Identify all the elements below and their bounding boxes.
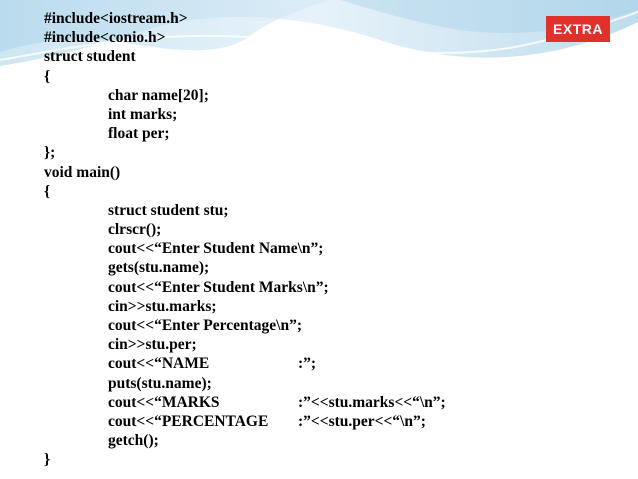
- code-line-text: {: [44, 67, 51, 85]
- code-line-text: struct student: [44, 48, 136, 66]
- code-block: [44, 9, 604, 470]
- code-line-text: }: [44, 451, 51, 469]
- code-line: [44, 201, 604, 220]
- extra-badge: EXTRA: [546, 16, 610, 42]
- code-line-text: getch();: [108, 432, 159, 450]
- code-line: [44, 9, 604, 28]
- code-line-text: };: [44, 144, 56, 162]
- code-line: [44, 124, 604, 143]
- code-line-text: cin>>stu.marks;: [108, 297, 217, 315]
- code-line: [44, 450, 604, 469]
- code-line-text: puts(stu.name);: [108, 374, 212, 392]
- code-line-text: gets(stu.name);: [108, 259, 210, 277]
- code-line-text: #include<conio.h>: [44, 29, 166, 47]
- code-line: [44, 278, 604, 297]
- code-line-text: float per;: [108, 125, 170, 143]
- code-line: [44, 354, 604, 373]
- code-line: [44, 412, 604, 431]
- code-line-text: void main(): [44, 163, 121, 181]
- code-line: [44, 431, 604, 450]
- code-line-text: cin>>stu.per;: [108, 336, 197, 354]
- code-line: [44, 258, 604, 277]
- code-line: [44, 67, 604, 86]
- code-line: [44, 86, 604, 105]
- code-line-text: cout<<“NAME: [108, 355, 210, 373]
- code-line: [44, 220, 604, 239]
- code-line-text: struct student stu;: [108, 201, 229, 219]
- code-line-text: cout<<“MARKS: [108, 393, 220, 411]
- code-line: [44, 374, 604, 393]
- code-line: [44, 182, 604, 201]
- code-line-rest: :”<<stu.per<<“\n”;: [298, 412, 426, 430]
- code-line-text: cout<<“Enter Student Marks\n”;: [108, 278, 329, 296]
- code-line-text: cout<<“Enter Percentage\n”;: [108, 317, 303, 334]
- code-line-text: char name[20];: [108, 86, 209, 104]
- code-line: [44, 316, 604, 335]
- code-line: [44, 163, 604, 182]
- code-line: [44, 297, 604, 316]
- code-line: [44, 393, 604, 412]
- code-line-text: clrscr();: [108, 221, 162, 239]
- code-line-rest: :”<<stu.marks<<“\n”;: [298, 393, 446, 411]
- code-line-text: #include<iostream.h>: [44, 10, 188, 27]
- code-line: [44, 143, 604, 162]
- code-line: [44, 239, 604, 258]
- code-line-text: {: [44, 182, 51, 200]
- code-line-text: int marks;: [108, 105, 178, 123]
- code-line: [44, 105, 604, 124]
- code-line-rest: :”;: [298, 355, 317, 373]
- code-line: [44, 335, 604, 354]
- code-line: [44, 47, 604, 66]
- code-line: [44, 28, 604, 47]
- code-line-text: cout<<“PERCENTAGE: [108, 412, 269, 430]
- code-line-text: cout<<“Enter Student Name\n”;: [108, 240, 324, 258]
